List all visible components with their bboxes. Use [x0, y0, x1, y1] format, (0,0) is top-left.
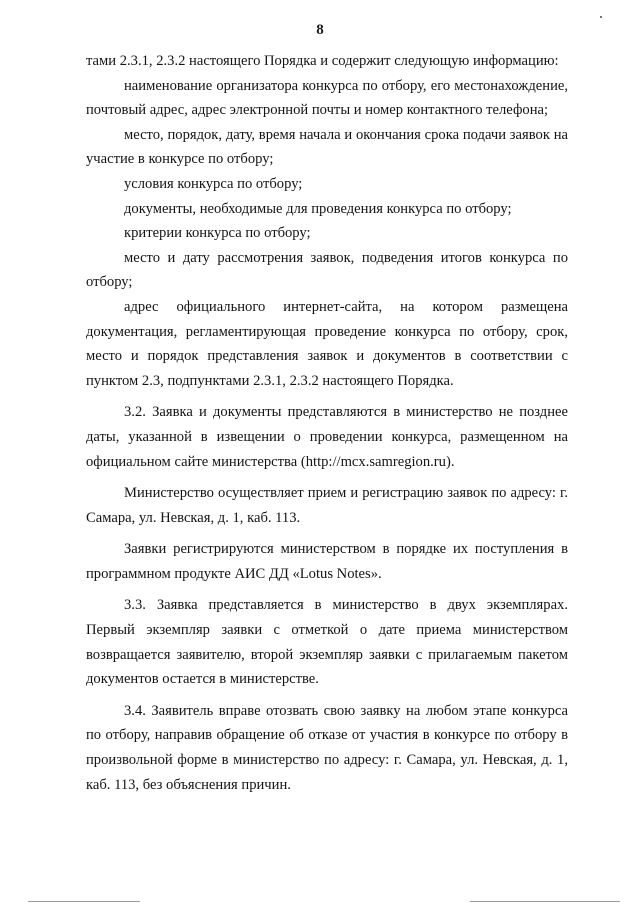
paragraph-section-3-3: 3.3. Заявка представляется в министерство в двух экземплярах. Первый экземпляр заявки с отметкой о дате приема министерством возвращается заявителю, второй экземпляр заявки с прилагаемым пакетом документов остается в министерстве.	[86, 597, 568, 688]
paragraph-reception-address: Министерство осуществляет прием и регистрацию заявок по адресу: г. Самара, ул. Невская, д. 1, каб. 113.	[86, 485, 568, 526]
paragraph-2: наименование организатора конкурса по отбору, его местонахождение, почтовый адрес, адрес электронной почты и номер контактного телефона;	[86, 77, 568, 119]
paragraph-7: место и дату рассмотрения заявок, подведения итогов конкурса по отбору;	[86, 249, 568, 291]
paragraph-registration: Заявки регистрируются министерством в порядке их поступления в программном продукте АИС ДД «Lotus Notes».	[86, 541, 568, 582]
paragraph-section-3-2: 3.2. Заявка и документы представляются в министерство не позднее даты, указанной в извещении о проведении конкурса, размещенном на официальном сайте министерства (http://mcx.samregion.ru).	[86, 404, 568, 470]
scan-speck	[600, 16, 602, 18]
paragraph-8: адрес официального интернет-сайта, на котором размещена документация, регламентирующая проведение конкурса по отбору, срок, место и порядок представления заявок и документов в соответствии с пунктом 2.3, подпунктами 2.3.1, 2.3.2 настоящего Порядка.	[86, 298, 568, 389]
page-number: 8	[316, 22, 324, 38]
paragraph-5: документы, необходимые для проведения конкурса по отбору;	[124, 200, 512, 217]
paragraph-3: место, порядок, дату, время начала и окончания срока подачи заявок на участие в конкурсе по отбору;	[86, 126, 568, 168]
paragraph-1: тами 2.3.1, 2.3.2 настоящего Порядка и содержит следующую информацию:	[86, 53, 559, 69]
scan-edge-line-left	[28, 901, 140, 902]
paragraph-6: критерии конкурса по отбору;	[124, 225, 311, 242]
paragraph-4: условия конкурса по отбору;	[124, 175, 303, 192]
scan-edge-line-right	[470, 901, 620, 902]
paragraph-section-3-4: 3.4. Заявитель вправе отозвать свою заявку на любом этапе конкурса по отбору, направив обращение об отказе от участия в конкурсе по отбору в произвольной форме в министерство по адресу: г. Самара, ул. Невская, д. 1, каб. 113, без объяснения причин.	[86, 702, 568, 793]
document-body	[86, 49, 568, 797]
